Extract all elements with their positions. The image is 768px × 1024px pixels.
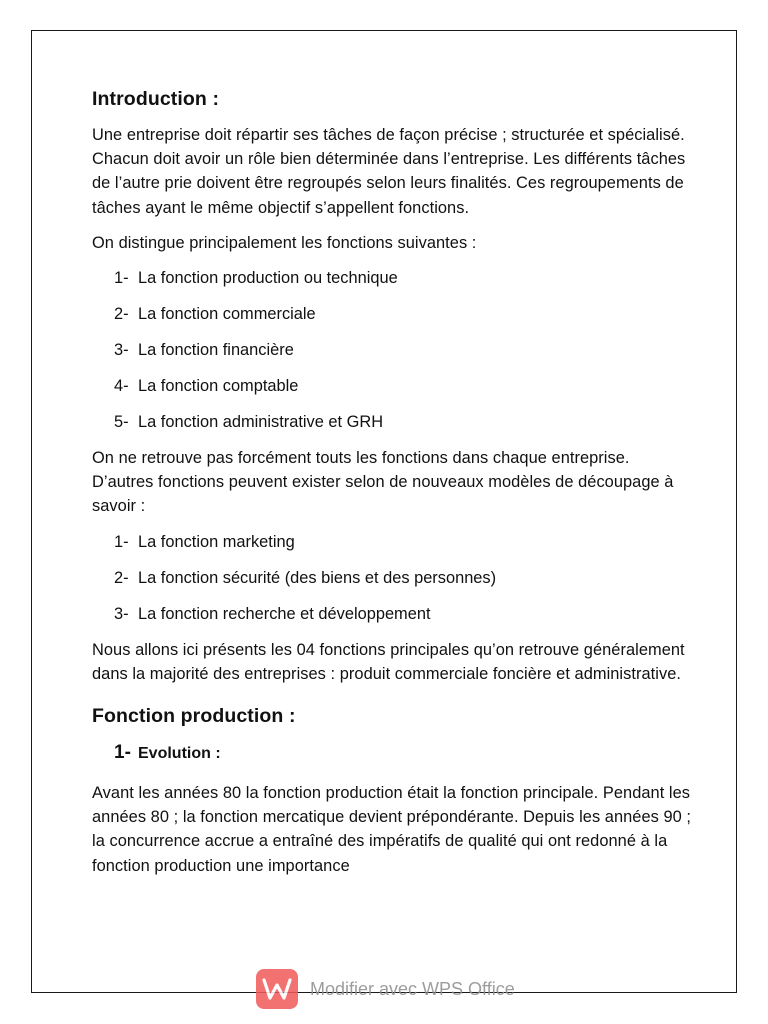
distinguish-paragraph: On distingue principalement les fonctions suivantes : — [92, 233, 477, 252]
list-item: 5- La fonction administrative et GRH — [114, 413, 384, 432]
present-paragraph: Nous allons ici présents les 04 fonctions principales qu’on retrouve généralement dans la majorité des entreprises : produit commerciale foncière et administrative. — [92, 640, 685, 683]
intro-heading: Introduction : — [92, 88, 220, 110]
list-item: 3- La fonction recherche et développement — [114, 604, 431, 623]
other-functions-list — [92, 530, 692, 626]
list-item: 1- La fonction production ou technique — [114, 269, 398, 288]
list-item: 2- La fonction commerciale — [114, 305, 316, 324]
production-heading: Fonction production : — [92, 705, 296, 728]
document-page — [31, 30, 737, 993]
evolution-subheading: 1- Evolution : — [114, 742, 221, 764]
intro-paragraph: Une entreprise doit répartir ses tâches de façon précise ; structurée et spécialisé. Chacun doit avoir un rôle bien déterminée dans l’entreprise. Les différents tâches de l’autre prie doivent être regroupés selon leurs finalités. Ces regroupements de tâches ayant le même objectif s’appellent fonctions. — [92, 126, 686, 217]
document-content — [92, 87, 692, 889]
other-functions-paragraph: On ne retrouve pas forcément touts les fonctions dans chaque entreprise. D’autres fonctions peuvent exister selon de nouveaux modèles de découpage à savoir : — [92, 449, 674, 516]
wps-logo-icon — [256, 969, 298, 1009]
list-item: 2- La fonction sécurité (des biens et des personnes) — [114, 568, 497, 587]
list-item: 4- La fonction comptable — [114, 377, 299, 396]
main-functions-list — [92, 266, 692, 434]
watermark-text: Modifier avec WPS Office — [310, 978, 515, 999]
list-item: 3- La fonction financière — [114, 341, 294, 360]
list-item: 1- La fonction marketing — [114, 532, 295, 551]
wps-watermark[interactable] — [256, 969, 515, 1009]
evolution-paragraph: Avant les années 80 la fonction production était la fonction principale. Pendant les années 80 ; la fonction mercatique devient prépondérante. Depuis les années 90 ; la concurrence accrue a entraîné des impératifs de qualité qui ont redonné à la fonction production une importance — [92, 784, 692, 875]
